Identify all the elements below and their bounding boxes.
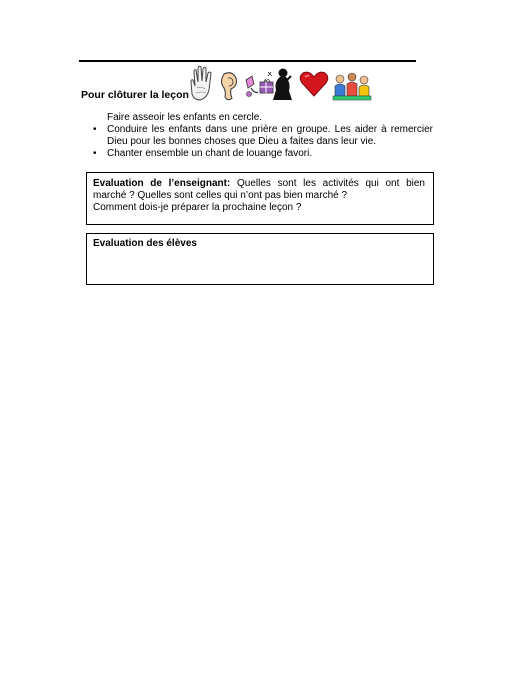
list-item-text: Conduire les enfants dans une prière en groupe. Les aider à remercier Dieu pour les bonnes choses que Dieu a faites dans leur vie. [107,124,433,147]
closing-instructions [93,112,433,160]
section-heading: Pour clôturer la leçon [81,89,189,101]
senses-icon-strip [188,64,373,104]
list-item [93,124,433,148]
pupil-evaluation-label: Evaluation des élèves [93,238,197,249]
bullet-icon: • [93,148,97,159]
list-item [93,148,433,160]
heart-icon [300,72,328,96]
teacher-evaluation-label: Evaluation de l’enseignant: [93,178,231,189]
nose-smell-icon [246,76,258,97]
hand-icon [191,66,211,100]
top-rule [79,60,416,62]
intro-line: Faire asseoir les enfants en cercle. [107,112,263,123]
taste-gift-icon [260,72,273,93]
teacher-evaluation-followup: Comment dois-je préparer la prochaine leçon ? [93,202,302,213]
bullet-icon: • [93,124,97,135]
teacher-evaluation-text: Quelles sont les activités qui ont bien marché ? Quelles sont celles qui n’ont pas bien marché ? [93,178,425,201]
instruction-list [93,124,433,160]
pupil-evaluation-box [86,233,434,285]
teacher-evaluation-question [93,178,425,202]
praying-person-icon [273,69,292,101]
children-group-icon [333,73,371,100]
teacher-evaluation-box [86,172,434,225]
ear-icon [222,73,237,100]
list-item-text: Chanter ensemble un chant de louange favori. [107,148,313,159]
